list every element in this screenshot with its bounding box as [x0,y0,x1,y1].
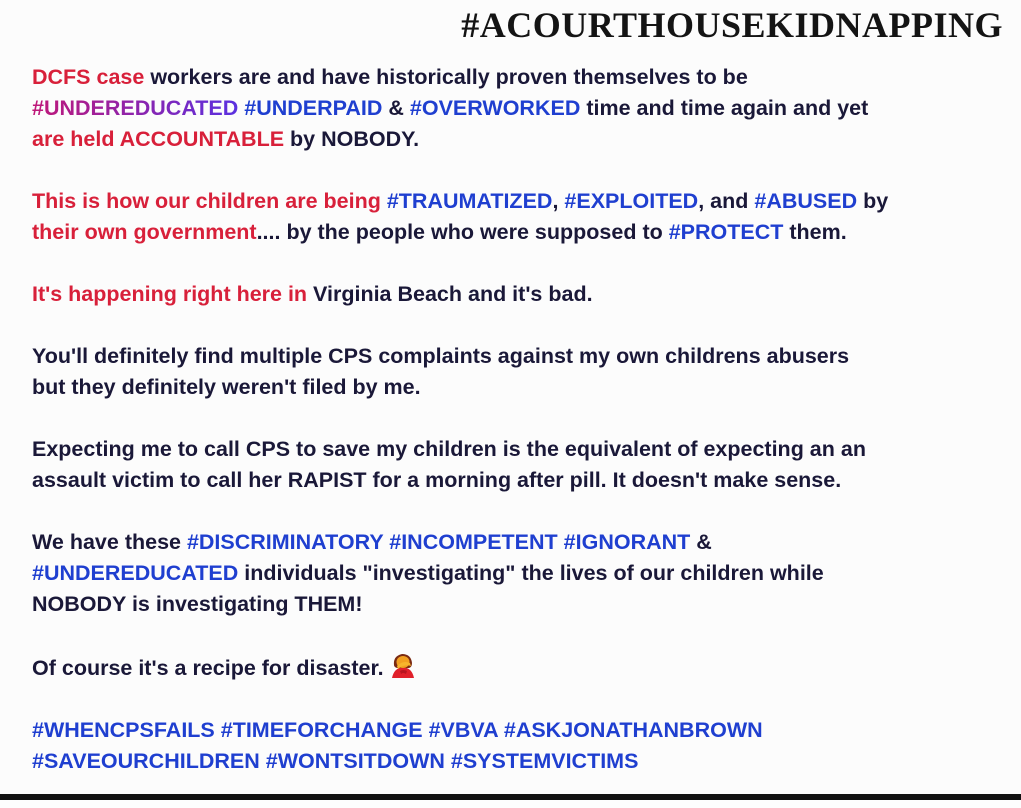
text-line [32,62,992,93]
text-line: You'll definitely find multiple CPS complaints against my own childrens abusers [32,344,850,368]
text-segment: & [382,96,410,120]
text-line [32,186,992,217]
text-line [32,217,992,248]
text-line [32,279,992,310]
hashtag-undereducated: #UNDEREDUCATED [32,96,239,120]
text-segment: We have these [32,530,187,554]
text-segment: are held ACCOUNTABLE [32,127,285,151]
hashtag-traumatized: #TRAUMATIZED [386,189,553,213]
hashtag-line: #WHENCPSFAILS #TIMEFORCHANGE #VBVA #ASKJONATHANBROWN [32,718,763,742]
paragraph-trauma [32,186,992,248]
text-line: but they definitely weren't filed by me. [32,375,421,399]
paragraph-investigating [32,527,992,620]
hashtag-incompetent: #INCOMPETENT [383,530,558,554]
text-segment: It's happening right here in [32,282,314,306]
bottom-border [0,794,1021,800]
text-segment: , [552,189,565,213]
text-line: NOBODY is investigating THEM! [32,592,363,616]
text-segment: them. [783,220,847,244]
hashtag-overworked: #OVERWORKED [409,96,581,120]
text-line: assault victim to call her RAPIST for a morning after pill. It doesn't make sense. [32,468,842,492]
text-segment: time and time again and yet [580,96,869,120]
text-segment: DCFS case [32,65,151,89]
post-body [32,62,992,808]
hashtag-undereducated: #UNDEREDUCATED [32,561,239,585]
hashtag-line: #SAVEOURCHILDREN #WONTSITDOWN #SYSTEMVICTIMS [32,749,639,773]
paragraph-virginia-beach [32,279,992,310]
paragraph-recipe [32,651,992,684]
text-line [32,558,992,589]
text-line [32,651,992,684]
text-line: Expecting me to call CPS to save my children is the equivalent of expecting an an [32,437,866,461]
text-line [32,93,992,124]
person-facepalming-emoji-icon [388,651,418,679]
hashtag-protect: #PROTECT [668,220,784,244]
text-segment: individuals "investigating" the lives of our children while [238,561,824,585]
paragraph-accountability [32,62,992,155]
hashtag-abused: #ABUSED [754,189,858,213]
hashtag-exploited: #EXPLOITED [564,189,699,213]
paragraph-complaints [32,341,992,403]
text-segment: by NOBODY. [284,127,420,151]
text-line [32,527,992,558]
text-segment: workers are and have historically proven themselves to be [150,65,748,89]
text-segment: , and [698,189,755,213]
hashtag-discriminatory: #DISCRIMINATORY [186,530,384,554]
paragraph-equivalent [32,434,992,496]
hashtag-underpaid: #UNDERPAID [238,96,383,120]
headline-hashtag: #ACOURTHOUSEKIDNAPPING [461,5,1003,45]
hashtag-ignorant: #IGNORANT [557,530,691,554]
text-segment: Virginia Beach and it's bad. [313,282,593,306]
text-segment: .... by the people who were supposed to [256,220,669,244]
text-segment: their own government [32,220,257,244]
text-segment: This is how our children are being [32,189,387,213]
text-segment: by [857,189,889,213]
text-segment: & [690,530,712,554]
text-line [32,124,992,155]
paragraph-hashtags [32,715,992,777]
text-segment: Of course it's a recipe for disaster. [32,656,384,680]
